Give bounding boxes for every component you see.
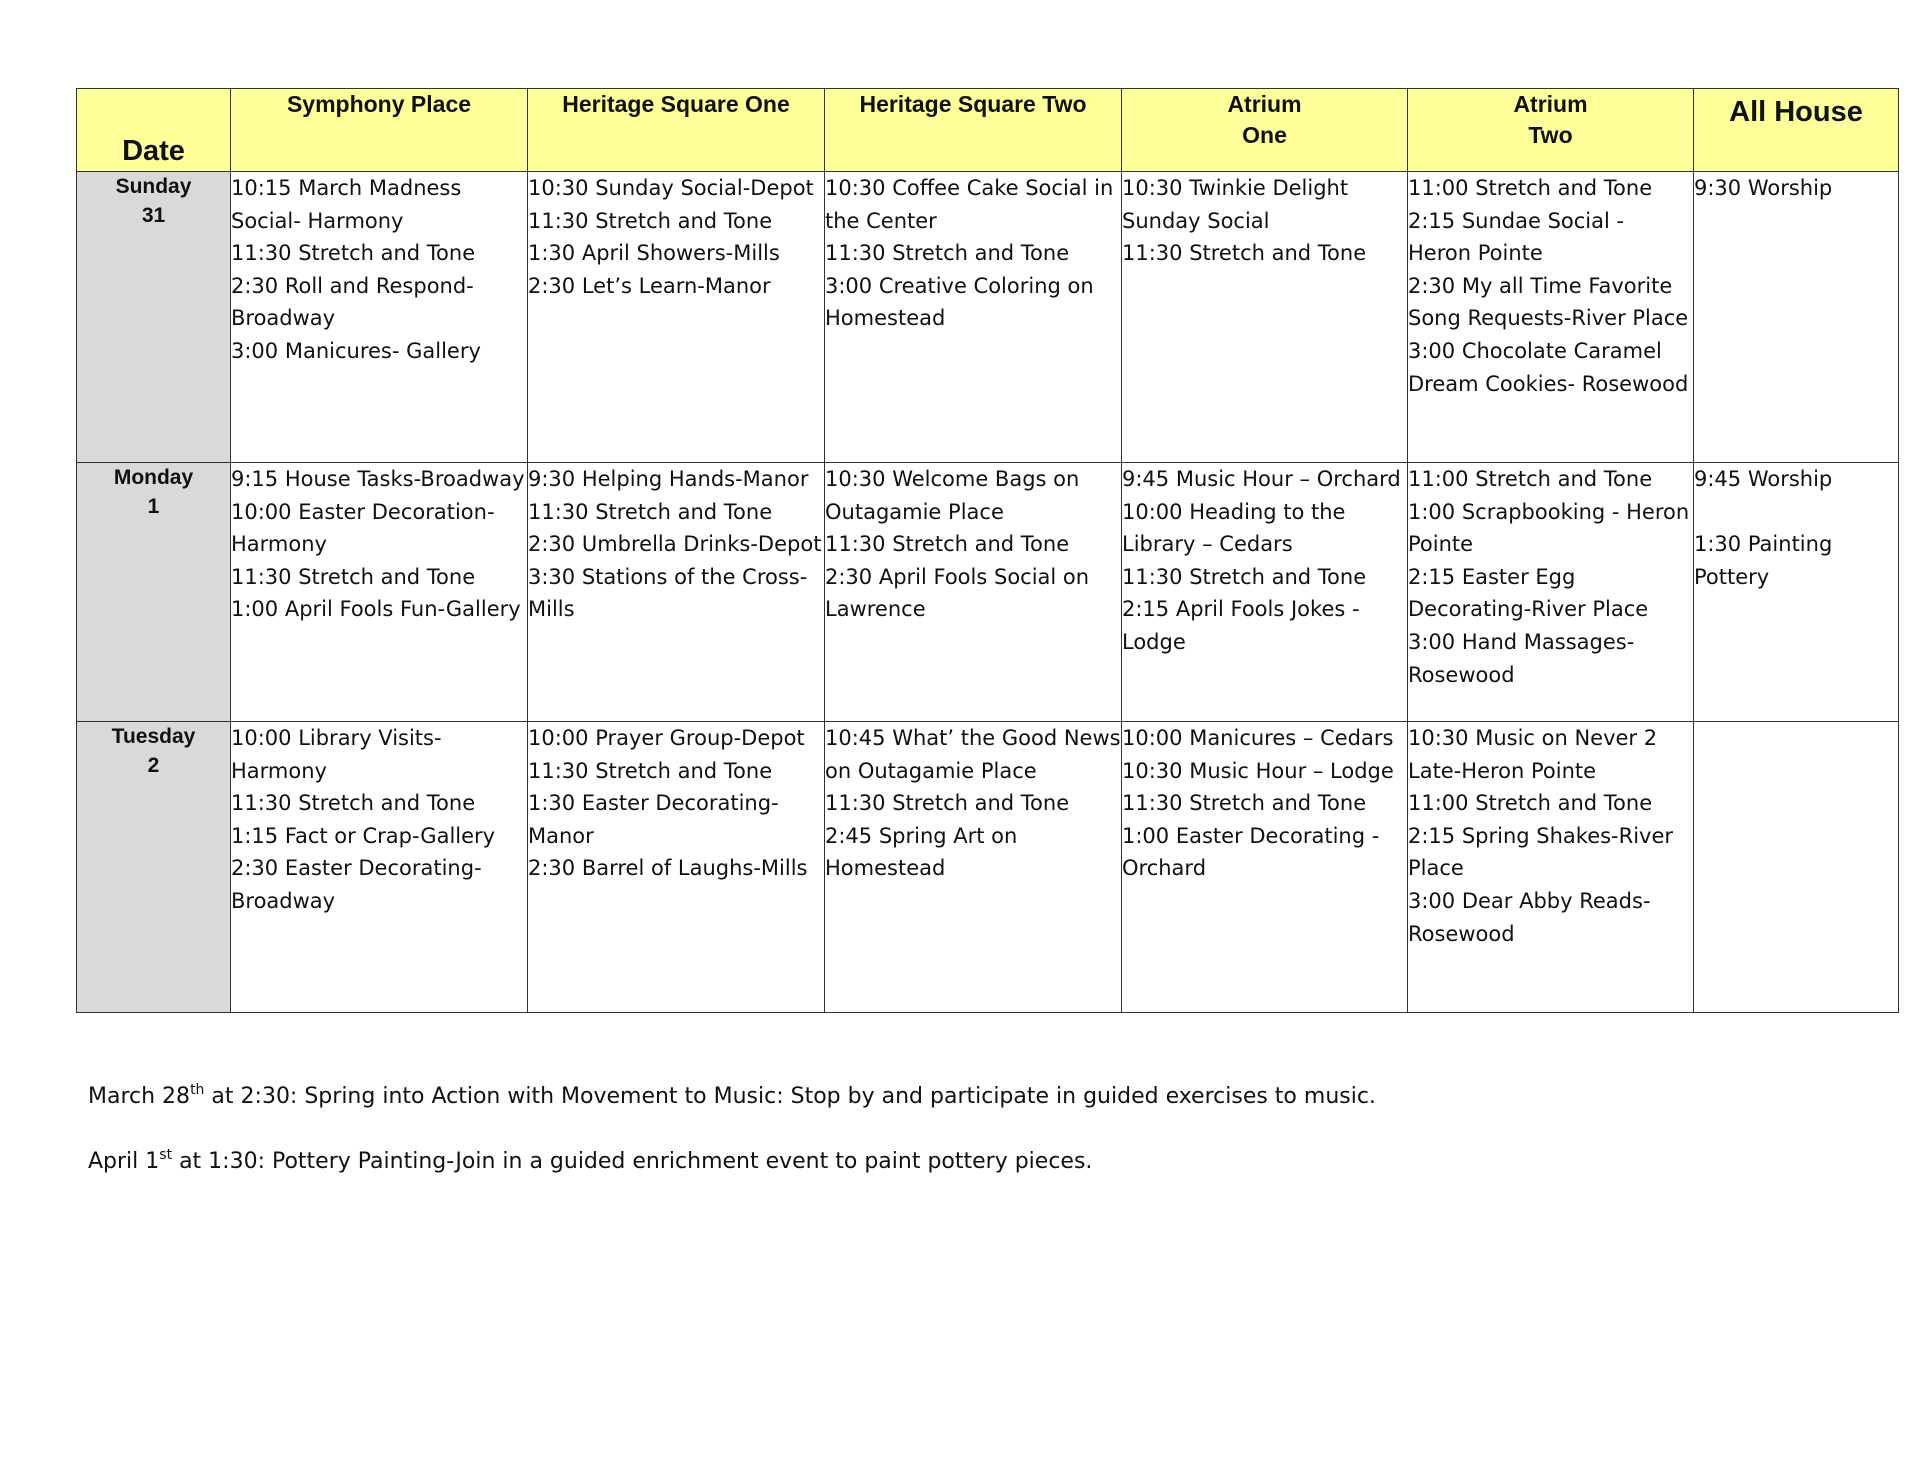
- event-item: 3:00 Creative Coloring on Homestead: [825, 273, 1094, 331]
- event-item: 11:30 Stretch and Tone: [1122, 241, 1367, 266]
- events-heritage-square-two: [825, 722, 1122, 1013]
- day-number: 1: [147, 495, 160, 518]
- events-symphony-place: [231, 172, 528, 463]
- event-item: 10:30 Twinkie Delight Sunday Social: [1122, 176, 1349, 233]
- day-name: Tuesday: [111, 725, 196, 748]
- events-atrium-two: [1408, 172, 1694, 463]
- schedule-row-monday: [77, 463, 1899, 722]
- day-number: 2: [147, 754, 160, 777]
- events-all-house: [1694, 463, 1899, 722]
- events-heritage-square-one: [528, 172, 825, 463]
- event-item: 10:15 March Madness Social- Harmony: [231, 176, 462, 233]
- event-item: 1:00 April Fools Fun-Gallery: [231, 597, 521, 622]
- event-item: 1:00 Scrapbooking - Heron Pointe: [1408, 499, 1690, 557]
- event-item: 2:30 Easter Decorating-Broadway: [231, 856, 482, 913]
- event-item: 11:30 Stretch and Tone: [231, 564, 476, 589]
- event-item: 3:00 Dear Abby Reads-Rosewood: [1408, 888, 1651, 946]
- event-item: 2:30 Barrel of Laughs-Mills: [528, 856, 808, 881]
- event-item: 3:00 Hand Massages-Rosewood: [1408, 629, 1635, 687]
- event-item: 11:00 Stretch and Tone: [1408, 176, 1653, 200]
- date-cell: [77, 172, 231, 463]
- header-date: Date: [77, 89, 231, 172]
- header-heritage-square-two: Heritage Square Two: [825, 89, 1122, 172]
- note-date: March 28: [88, 1084, 191, 1109]
- event-item: 11:30 Stretch and Tone: [528, 499, 773, 524]
- event-item: 11:30 Stretch and Tone: [825, 241, 1070, 266]
- event-item: 1:30 Painting Pottery: [1694, 532, 1833, 589]
- event-item: 2:45 Spring Art on Homestead: [825, 823, 1018, 881]
- note-text: at 1:30: Pottery Painting-Join in a guided enrichment event to paint pottery pieces.: [172, 1149, 1093, 1174]
- event-item: 2:30 Roll and Respond-Broadway: [231, 273, 474, 331]
- event-item: 10:00 Easter Decoration- Harmony: [231, 499, 495, 557]
- event-note-pottery-painting: [88, 1149, 1092, 1174]
- schedule-row-tuesday: [77, 722, 1899, 1013]
- events-symphony-place: [231, 722, 528, 1013]
- header-heritage-square-one: Heritage Square One: [528, 89, 825, 172]
- event-item: 11:30 Stretch and Tone: [528, 758, 773, 783]
- event-note-movement-to-music: [88, 1084, 1376, 1109]
- event-item: 1:00 Easter Decorating - Orchard: [1122, 823, 1380, 881]
- event-item: 2:30 My all Time Favorite Song Requests-River Place: [1408, 273, 1689, 331]
- schedule-row-sunday: [77, 172, 1899, 463]
- events-atrium-one: [1122, 172, 1408, 463]
- event-item: 1:30 Easter Decorating-Manor: [528, 791, 779, 848]
- event-item: 10:30 Welcome Bags on Outagamie Place: [825, 467, 1080, 524]
- event-item: 2:30 Let’s Learn-Manor: [528, 273, 771, 298]
- event-item: 2:30 April Fools Social on Lawrence: [825, 564, 1090, 622]
- events-heritage-square-two: [825, 172, 1122, 463]
- note-text: at 2:30: Spring into Action with Movement to Music: Stop by and participate in guided exercises to music.: [204, 1084, 1376, 1109]
- event-item: 11:30 Stretch and Tone: [231, 241, 476, 266]
- events-heritage-square-one: [528, 463, 825, 722]
- event-item: 10:45 What’ the Good News on Outagamie Place: [825, 726, 1121, 783]
- events-symphony-place: [231, 463, 528, 722]
- header-atrium-two: Atrium Two: [1408, 89, 1694, 172]
- event-item: 11:30 Stretch and Tone: [528, 208, 773, 233]
- event-item: 1:15 Fact or Crap-Gallery: [231, 823, 496, 848]
- event-item: 10:00 Prayer Group-Depot: [528, 726, 805, 750]
- header-row: [77, 89, 1899, 172]
- event-item: 3:00 Chocolate Caramel Dream Cookies- Rosewood: [1408, 338, 1689, 396]
- event-item: 10:00 Heading to the Library – Cedars: [1122, 499, 1346, 557]
- event-item: 2:15 Spring Shakes-River Place: [1408, 823, 1674, 881]
- event-item: 10:30 Music on Never 2 Late-Heron Pointe: [1408, 726, 1658, 783]
- event-item: 2:15 Sundae Social - Heron Pointe: [1408, 208, 1625, 266]
- event-item: 10:00 Manicures – Cedars: [1122, 726, 1394, 750]
- events-atrium-one: [1122, 722, 1408, 1013]
- event-item: 9:45 Worship: [1694, 467, 1833, 491]
- event-item: 11:30 Stretch and Tone: [1122, 791, 1367, 816]
- event-item: 9:30 Worship: [1694, 176, 1833, 200]
- note-date-suffix: st: [159, 1147, 173, 1163]
- event-item: 2:15 Easter Egg Decorating-River Place: [1408, 564, 1649, 622]
- events-all-house: [1694, 722, 1899, 1013]
- event-item: 9:30 Helping Hands-Manor: [528, 467, 809, 491]
- event-item: 11:30 Stretch and Tone: [1122, 564, 1367, 589]
- event-item: 10:30 Sunday Social-Depot: [528, 176, 814, 200]
- events-atrium-two: [1408, 722, 1694, 1013]
- event-item: 11:30 Stretch and Tone: [231, 791, 476, 816]
- date-cell: [77, 722, 231, 1013]
- event-item: 10:00 Library Visits-Harmony: [231, 726, 442, 783]
- events-atrium-two: [1408, 463, 1694, 722]
- event-item: 9:15 House Tasks-Broadway: [231, 467, 525, 491]
- event-item: 11:30 Stretch and Tone: [825, 532, 1070, 557]
- event-item: 3:00 Manicures- Gallery: [231, 338, 481, 363]
- activity-schedule-table: [76, 88, 1899, 1013]
- events-heritage-square-two: [825, 463, 1122, 722]
- header-all-house: All House: [1694, 89, 1899, 172]
- events-heritage-square-one: [528, 722, 825, 1013]
- header-atrium-one: Atrium One: [1122, 89, 1408, 172]
- event-item: 2:30 Umbrella Drinks-Depot: [528, 532, 822, 557]
- event-item: 3:30 Stations of the Cross-Mills: [528, 564, 808, 622]
- note-date: April 1: [88, 1149, 160, 1174]
- event-item: 1:30 April Showers-Mills: [528, 241, 780, 266]
- date-cell: [77, 463, 231, 722]
- note-date-suffix: th: [190, 1082, 205, 1098]
- day-name: Monday: [113, 466, 194, 489]
- event-item: 10:30 Coffee Cake Social in the Center: [825, 176, 1114, 233]
- event-item: 11:30 Stretch and Tone: [825, 791, 1070, 816]
- event-item: 11:00 Stretch and Tone: [1408, 467, 1653, 491]
- event-item: 9:45 Music Hour – Orchard: [1122, 467, 1401, 491]
- event-item: 2:15 April Fools Jokes - Lodge: [1122, 597, 1360, 654]
- event-item: 11:00 Stretch and Tone: [1408, 791, 1653, 816]
- event-item: 10:30 Music Hour – Lodge: [1122, 758, 1394, 783]
- events-all-house: [1694, 172, 1899, 463]
- events-atrium-one: [1122, 463, 1408, 722]
- day-number: 31: [141, 204, 166, 227]
- day-name: Sunday: [115, 175, 192, 198]
- header-symphony-place: Symphony Place: [231, 89, 528, 172]
